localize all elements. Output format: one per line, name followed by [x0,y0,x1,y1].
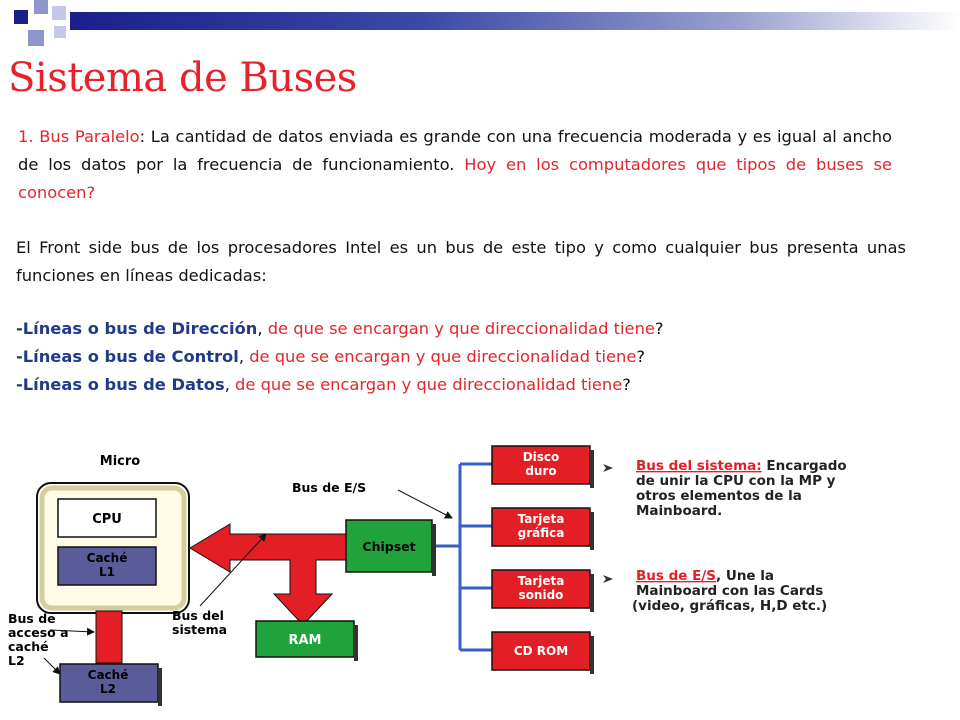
cache-l2-line1: Caché [87,668,129,682]
cache-l1-line1: Caché [86,551,128,565]
tarjeta-grafica-label [518,512,565,540]
cache-l2-line2: L2 [100,682,116,696]
bullet-question: de que se encargan y que direccionalidad tiene [229,375,623,394]
bullet-term: -Líneas o bus de Dirección [16,319,258,338]
bus-es-pointer [398,490,452,518]
ram-label: RAM [288,633,322,648]
cache-l2-shadow [158,668,162,706]
note-bus-es-line2: Mainboard con las Cards [636,583,824,599]
bus-acceso-label [8,611,69,668]
bus-es-label: Bus de E/S [292,480,367,495]
disco-duro-label [523,450,560,478]
bus-sistema-line1: Bus del [172,608,224,623]
tarjeta-sonido-shadow [590,574,594,612]
bullet-question: de que se encargan y que direccionalidad tiene [262,319,655,338]
bus-sistema-label [172,608,227,637]
note-bus-sistema-rest: Encargado [761,458,847,474]
bus-diagram [0,420,960,720]
bullet-qmark: ? [636,347,646,366]
corner-square [28,30,44,46]
bullet-control [16,347,645,366]
chipset-shadow [432,524,436,576]
corner-square [54,26,66,38]
corner-square [34,0,48,14]
arrowhead-bullet-icon [603,464,613,472]
tarjeta-sonido-line2: sonido [518,588,564,602]
note-bus-es-line3: (video, gráficas, H,D etc.) [632,598,828,614]
bullet-qmark: ? [654,319,664,338]
tarjeta-grafica-shadow [590,512,594,550]
bullet-comma: , [257,319,263,338]
ram-shadow [354,625,358,661]
note-bus-sistema-line2: de unir la CPU con la MP y [636,473,836,489]
bullet-term: -Líneas o bus de Control [16,347,239,366]
paragraph-bus-paralelo [18,123,892,207]
note-bus-es-title: Bus de E/S [636,568,717,584]
colon: : [139,127,146,146]
cd-rom-shadow [590,636,594,674]
corner-square [52,6,66,20]
bullet-question: de que se encargan y que direccionalidad tiene [244,347,637,366]
bus-es-tree [436,464,492,650]
bullet-qmark: ? [622,375,631,394]
bullet-comma: , [238,347,245,366]
tarjeta-grafica-line2: gráfica [517,526,565,540]
bus-acceso-line4: L2 [8,653,25,668]
note-bus-es [632,568,828,614]
corner-square [14,10,28,24]
bus-acceso-line1: Bus de [8,611,56,626]
paragraph-front-side-bus: El Front side bus de los procesadores Intel es un bus de este tipo y como cualquier bus presenta unas funciones en líneas dedicadas: [16,238,906,285]
bus-acceso-line3: caché [8,639,49,654]
title-gradient-bar [70,12,960,30]
disco-duro-shadow [590,450,594,488]
bus-acceso-pointer [44,658,60,674]
cpu-label: CPU [92,512,122,527]
bullet-comma: , [224,375,230,394]
chipset-label: Chipset [362,539,416,554]
bullet-term: -Líneas o bus de Datos [16,375,225,394]
bus-acceso-line2: acceso a [8,625,69,640]
note-bus-sistema [636,458,851,519]
cd-rom-label: CD ROM [513,644,569,658]
micro-label: Micro [99,454,141,469]
tarjeta-sonido-label [518,574,565,602]
note-bus-sistema-title: Bus del sistema: [636,458,762,474]
tarjeta-sonido-line1: Tarjeta [517,574,565,588]
term-bus-paralelo: Bus Paralelo [39,127,140,146]
cache-l1-line2: L1 [99,565,115,579]
bullet-datos [16,375,631,394]
disco-line2: duro [525,464,557,478]
disco-line1: Disco [522,450,560,464]
slide-title: Sistema de Buses [8,55,357,101]
note-bus-sistema-line3: otros elementos de la [636,488,802,504]
bullet-direccion [16,319,664,338]
question-text: Hoy en los computadores que tipos de buses se conocen? [18,155,892,202]
paragraph-text: La cantidad de datos enviada es grande con una frecuencia moderada y es igual al ancho de los datos por la frecuencia de funcionamiento. [18,127,893,174]
bus-sistema-line2: sistema [172,622,228,637]
arrowhead-bullet-icon [603,575,613,583]
note-bus-es-rest: , Une la [716,568,775,584]
note-bus-sistema-line4: Mainboard. [636,503,723,519]
bus-acceso-l2 [96,611,122,663]
paragraph-number: 1. [18,127,34,146]
tarjeta-grafica-line1: Tarjeta [517,512,565,526]
